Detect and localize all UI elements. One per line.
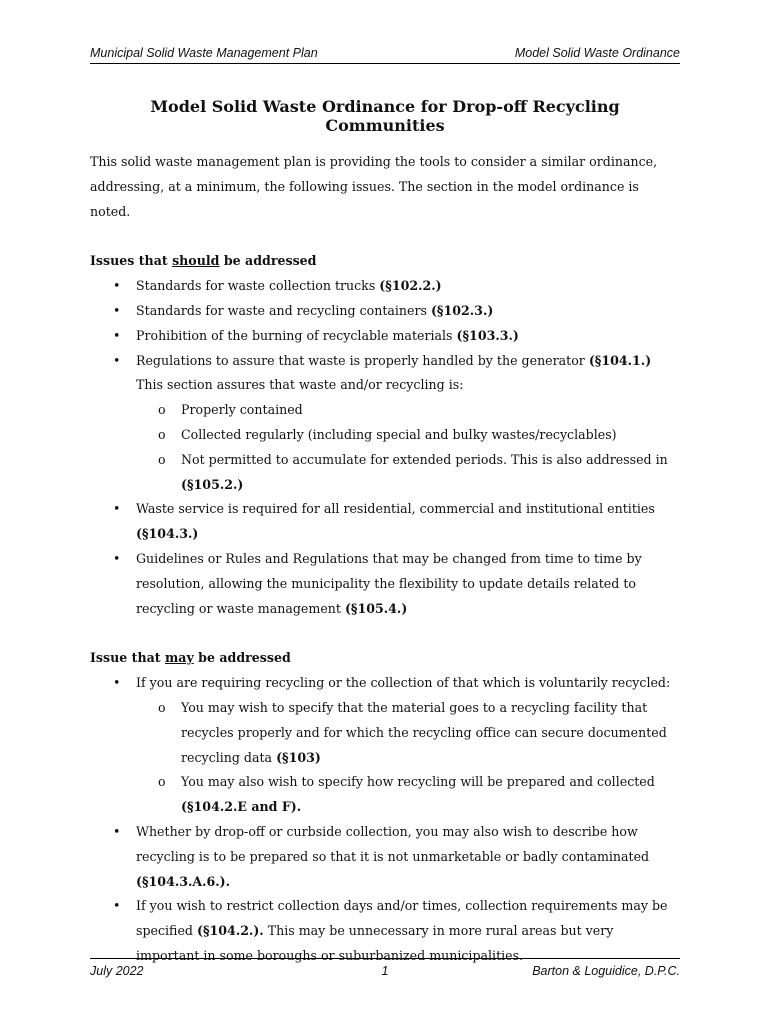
item-text: Guidelines or Rules and Regulations that may be changed from time to time by resolution, allowing the municipality the flexibility to update details related to recycling or waste management	[136, 550, 642, 616]
sub-list	[136, 696, 680, 820]
list-item	[90, 820, 680, 894]
page-footer	[90, 958, 680, 981]
item-text-after: This may be unnecessary in more rural areas but very important in some boroughs or suburbanized municipalities.	[136, 923, 614, 963]
heading-post: be addressed	[219, 253, 317, 269]
sub-item-text: Not permitted to accumulate for extended periods. This is also addressed in	[181, 451, 668, 467]
section-ref: (§105.2.)	[181, 476, 244, 492]
footer-firm: Barton & Loguidice, D.P.C.	[532, 964, 680, 978]
sub-item-text: You may wish to specify that the material goes to a recycling facility that recycles properly and for which the recycling office can secure documented recycling data	[181, 699, 667, 765]
sub-list-item	[136, 398, 680, 423]
sub-list-item	[136, 448, 680, 498]
list-item	[90, 274, 680, 299]
item-text: Regulations to assure that waste is properly handled by the generator	[136, 352, 589, 368]
sub-list-item	[136, 770, 680, 820]
item-text: If you wish to restrict collection days and/or times, collection requirements may be specified	[136, 898, 668, 939]
section-ref: (§103.3.)	[456, 327, 519, 343]
list-item	[90, 671, 680, 820]
heading-pre: Issues that	[90, 253, 173, 269]
sub-list-item	[136, 696, 680, 770]
should-list	[90, 274, 680, 621]
heading-keyword: may	[164, 650, 194, 666]
may-list	[90, 671, 680, 969]
section-ref: (§104.2.).	[196, 923, 264, 939]
section-ref: (§104.3.)	[136, 526, 199, 542]
item-text: Standards for waste collection trucks	[136, 278, 380, 294]
section-ref: (§104.1.)	[588, 352, 652, 368]
document-body	[90, 150, 680, 969]
page-header	[90, 45, 680, 64]
list-item	[90, 497, 680, 547]
section-ref: (§105.4.)	[344, 600, 408, 616]
sub-list-item	[136, 423, 680, 448]
heading-post: be addressed	[193, 650, 291, 666]
intro-paragraph: This solid waste management plan is providing the tools to consider a similar ordinance, addressing, at a minimum, the following issues. The section in the model ordinance is noted.	[90, 154, 658, 219]
section-ref: (§102.2.)	[379, 278, 442, 294]
list-item	[90, 547, 680, 621]
sub-list	[136, 398, 680, 497]
heading-keyword: should	[172, 253, 220, 269]
document-title: Model Solid Waste Ordinance for Drop-off Recycling Communities	[150, 97, 620, 135]
sub-item-text: You may also wish to specify how recycling will be prepared and collected	[181, 774, 655, 790]
page-number: 1	[381, 964, 389, 978]
section-ref: (§102.3.)	[430, 302, 494, 318]
section-ref: (§104.3.A.6.).	[136, 873, 231, 889]
list-item	[90, 299, 680, 324]
item-text: Waste service is required for all residential, commercial and institutional entities	[136, 501, 655, 517]
list-item	[90, 324, 680, 349]
sub-item-text: Properly contained	[181, 402, 303, 418]
item-text: Whether by drop-off or curbside collection, you may also wish to describe how recycling is to be prepared so that it is not unmarketable or badly contaminated	[136, 823, 650, 864]
item-text: If you are requiring recycling or the collection of that which is voluntarily recycled:	[136, 675, 671, 691]
footer-date: July 2022	[90, 964, 144, 978]
sub-item-text: Collected regularly (including special and bulky wastes/recyclables)	[181, 426, 617, 442]
section-ref: (§104.2.E and F).	[181, 799, 302, 815]
heading-pre: Issue that	[90, 650, 165, 666]
may-section-heading	[90, 646, 680, 671]
item-text-after: This section assures that waste and/or recycling is:	[136, 377, 464, 393]
section-ref: (§103)	[276, 749, 321, 765]
list-item	[90, 349, 680, 498]
header-left: Municipal Solid Waste Management Plan	[90, 46, 318, 60]
header-right: Model Solid Waste Ordinance	[514, 46, 680, 60]
should-section-heading	[90, 249, 680, 274]
item-text: Prohibition of the burning of recyclable materials	[136, 327, 457, 343]
item-text: Standards for waste and recycling containers	[136, 302, 431, 318]
